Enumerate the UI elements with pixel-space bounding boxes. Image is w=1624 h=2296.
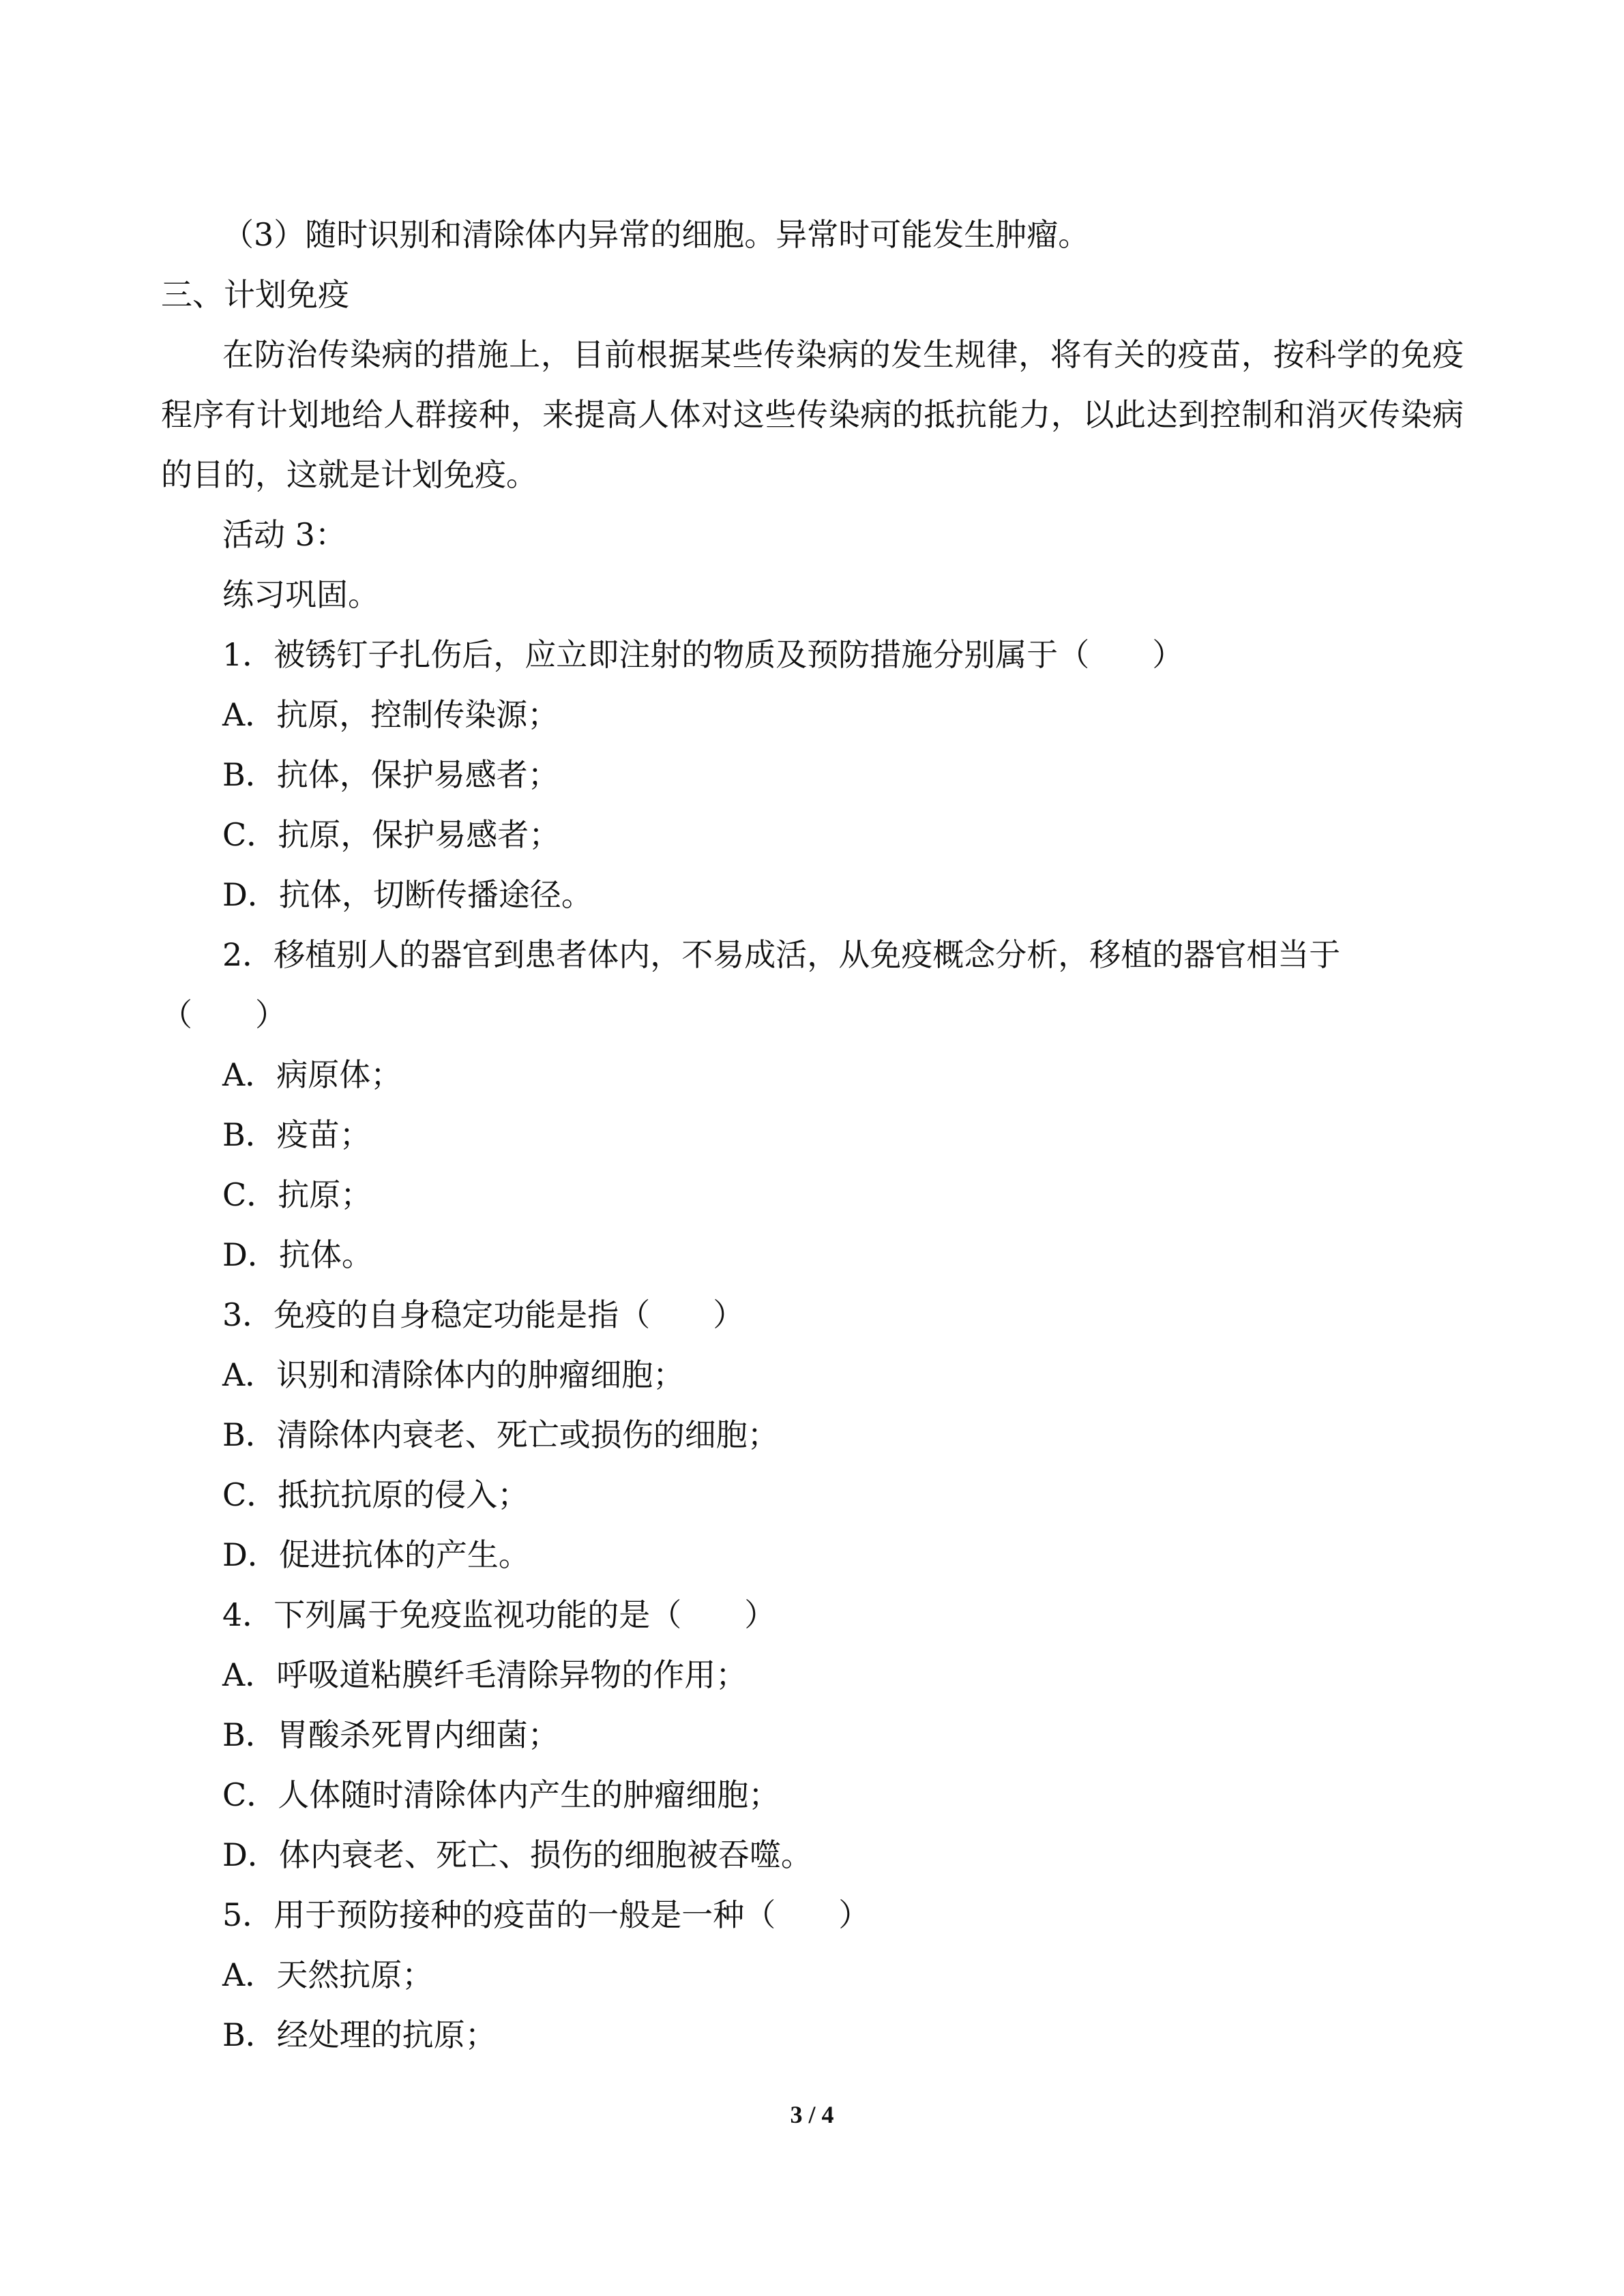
activity-label: 活动 3： [222, 516, 346, 553]
question-2-option-d: D．抗体。 [222, 1236, 373, 1273]
question-2-stem-continued: （ ） [161, 996, 286, 1033]
paragraph: 在防治传染病的措施上，目前根据某些传染病的发生规律，将有关的疫苗，按科学的免疫程序有计划地给人群接种，来提高人体对这些传染病的抵抗能力，以此达到控制和消灭传染病的目的，这就是计划免疫。 [161, 336, 1464, 493]
question-1-option-c: C．抗原，保护易感者； [222, 816, 561, 853]
question-3-stem: 3．免疫的自身稳定功能是指（ ） [222, 1296, 745, 1333]
question-3-option-b: B．清除体内衰老、死亡或损伤的细胞； [222, 1416, 779, 1453]
question-2-stem: 2．移植别人的器官到患者体内，不易成活，从免疫概念分析，移植的器官相当于 [222, 936, 1341, 973]
question-4-stem: 4．下列属于免疫监视功能的是（ ） [222, 1596, 776, 1633]
page-number: 3 / 4 [790, 2101, 834, 2128]
question-3-option-d: D．促进抗体的产生。 [222, 1536, 530, 1573]
question-4-option-c: C．人体随时清除体内产生的肿瘤细胞； [222, 1776, 780, 1813]
section-heading: 三、计划免疫 [161, 276, 349, 313]
question-2-option-c: C．抗原； [222, 1176, 372, 1213]
document-body [161, 205, 1464, 2065]
question-4-option-d: D．体内衰老、死亡、损伤的细胞被吞噬。 [222, 1836, 812, 1873]
question-1-option-d: D．抗体，切断传播途径。 [222, 876, 593, 913]
practice-label: 练习巩固。 [222, 576, 379, 613]
question-4-option-a: A．呼吸道粘膜纤毛清除异物的作用； [222, 1656, 748, 1693]
text-line: （3）随时识别和清除体内异常的细胞。异常时可能发生肿瘤。 [222, 216, 1090, 253]
question-2-option-b: B．疫苗； [222, 1116, 371, 1153]
question-2-option-a: A．病原体； [222, 1056, 402, 1093]
question-5-option-b: B．经处理的抗原； [222, 2016, 497, 2053]
question-4-option-b: B．胃酸杀死胃内细菌； [222, 1716, 559, 1753]
question-1-option-a: A．抗原，控制传染源； [222, 696, 559, 733]
question-5-option-a: A．天然抗原； [222, 1956, 434, 1993]
question-1-stem: 1．被锈钉子扎伤后，应立即注射的物质及预防措施分别属于（ ） [222, 636, 1184, 673]
question-3-option-c: C．抵抗抗原的侵入； [222, 1476, 529, 1513]
question-3-option-a: A．识别和清除体内的肿瘤细胞； [222, 1356, 685, 1393]
question-5-stem: 5．用于预防接种的疫苗的一般是一种（ ） [222, 1896, 870, 1933]
question-1-option-b: B．抗体，保护易感者； [222, 756, 559, 793]
